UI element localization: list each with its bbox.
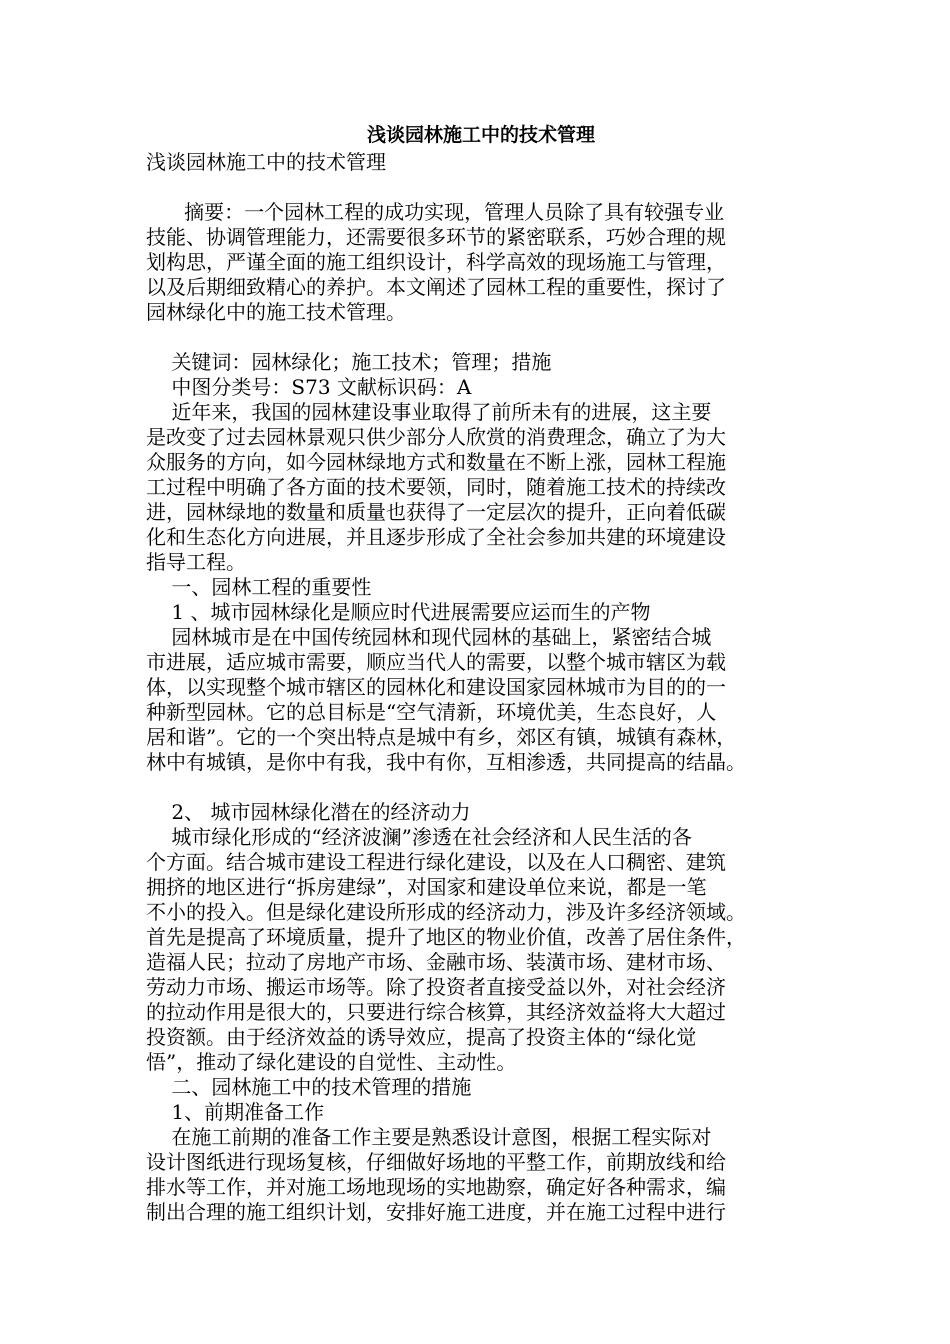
text-line: 首先是提高了环境质量，提升了地区的物业价值，改善了居住条件， <box>146 925 746 949</box>
text-line: 工过程中明确了各方面的技术要领，同时，随着施工技术的持续改 <box>146 475 726 499</box>
text-line: 的拉动作用是很大的，只要进行综合核算，其经济效益将大大超过 <box>146 1000 726 1024</box>
text-line: 关键词：园林绿化；施工技术；管理；措施 <box>146 350 552 374</box>
text-line: 体，以实现整个城市辖区的园林化和建设国家园林城市为目的的一 <box>146 675 726 699</box>
text-line: 技能、协调管理能力，还需要很多环节的紧密联系，巧妙合理的规 <box>146 225 726 249</box>
text-line: 1 、城市园林绿化是顺应时代进展需要应运而生的产物 <box>146 600 651 624</box>
text-line: 园林城市是在中国传统园林和现代园林的基础上，紧密结合城 <box>146 625 712 649</box>
text-line: 二、园林施工中的技术管理的措施 <box>146 1075 472 1099</box>
text-line: 以及后期细致精心的养护。本文阐述了园林工程的重要性，探讨了 <box>146 275 726 299</box>
document-body <box>146 175 816 1225</box>
blank-line <box>146 175 816 200</box>
text-line: 众服务的方向，如今园林绿地方式和数量在不断上涨，园林工程施 <box>146 450 726 474</box>
text-line: 2、 城市园林绿化潜在的经济动力 <box>146 800 471 824</box>
text-line: 投资额。由于经济效益的诱导效应，提高了投资主体的“绿化觉 <box>146 1025 697 1049</box>
document-subtitle: 浅谈园林施工中的技术管理 <box>146 150 386 174</box>
text-line: 近年来，我国的园林建设事业取得了前所未有的进展，这主要 <box>146 400 712 424</box>
text-line: 拥挤的地区进行“拆房建绿”，对国家和建设单位来说，都是一笔 <box>146 875 707 899</box>
text-line: 在施工前期的准备工作主要是熟悉设计意图，根据工程实际对 <box>146 1125 712 1149</box>
text-line: 种新型园林。它的总目标是“空气清新，环境优美，生态良好，人 <box>146 700 717 724</box>
text-line: 排水等工作，并对施工场地现场的实地勘察，确定好各种需求，编 <box>146 1175 726 1199</box>
document-page <box>146 120 816 1225</box>
text-line: 进，园林绿地的数量和质量也获得了一定层次的提升，正向着低碳 <box>146 500 726 524</box>
text-line: 化和生态化方向进展，并且逐步形成了全社会参加共建的环境建设 <box>146 525 726 549</box>
blank-line <box>146 325 816 350</box>
text-line: 造福人民；拉动了房地产市场、金融市场、装潢市场、建材市场、 <box>146 950 726 974</box>
text-line: 制出合理的施工组织计划，安排好施工进度，并在施工过程中进行 <box>146 1200 726 1224</box>
text-line: 园林绿化中的施工技术管理。 <box>146 300 406 324</box>
text-line: 劳动力市场、搬运市场等。除了投资者直接受益以外，对社会经济 <box>146 975 726 999</box>
text-line: 居和谐”。它的一个突出特点是城中有乡，郊区有镇，城镇有森林， <box>146 725 737 749</box>
text-line: 城市绿化形成的“经济波澜”渗透在社会经济和人民生活的各 <box>146 825 692 849</box>
text-line: 1、前期准备工作 <box>146 1100 325 1124</box>
text-line: 林中有城镇，是你中有我，我中有你，互相渗透，共同提高的结晶。 <box>146 750 746 774</box>
text-line: 摘要：一个园林工程的成功实现，管理人员除了具有较强专业 <box>146 200 725 224</box>
text-line: 划构思，严谨全面的施工组织设计，科学高效的现场施工与管理， <box>146 250 726 274</box>
text-line: 设计图纸进行现场复核，仔细做好场地的平整工作，前期放线和给 <box>146 1150 726 1174</box>
document-title: 浅谈园林施工中的技术管理 <box>366 124 595 146</box>
text-line: 个方面。结合城市建设工程进行绿化建设，以及在人口稠密、建筑 <box>146 850 726 874</box>
text-line: 指导工程。 <box>146 550 246 574</box>
text-line: 是改变了过去园林景观只供少部分人欣赏的消费理念，确立了为大 <box>146 425 726 449</box>
text-line: 一、园林工程的重要性 <box>146 575 372 599</box>
text-line: 中图分类号：S73 文献标识码：A <box>146 375 472 399</box>
text-line: 不小的投入。但是绿化建设所形成的经济动力，涉及许多经济领域。 <box>146 900 746 924</box>
blank-line <box>146 775 816 800</box>
text-line: 市进展，适应城市需要，顺应当代人的需要，以整个城市辖区为载 <box>146 650 726 674</box>
text-line: 悟”，推动了绿化建设的自觉性、主动性。 <box>146 1050 517 1074</box>
